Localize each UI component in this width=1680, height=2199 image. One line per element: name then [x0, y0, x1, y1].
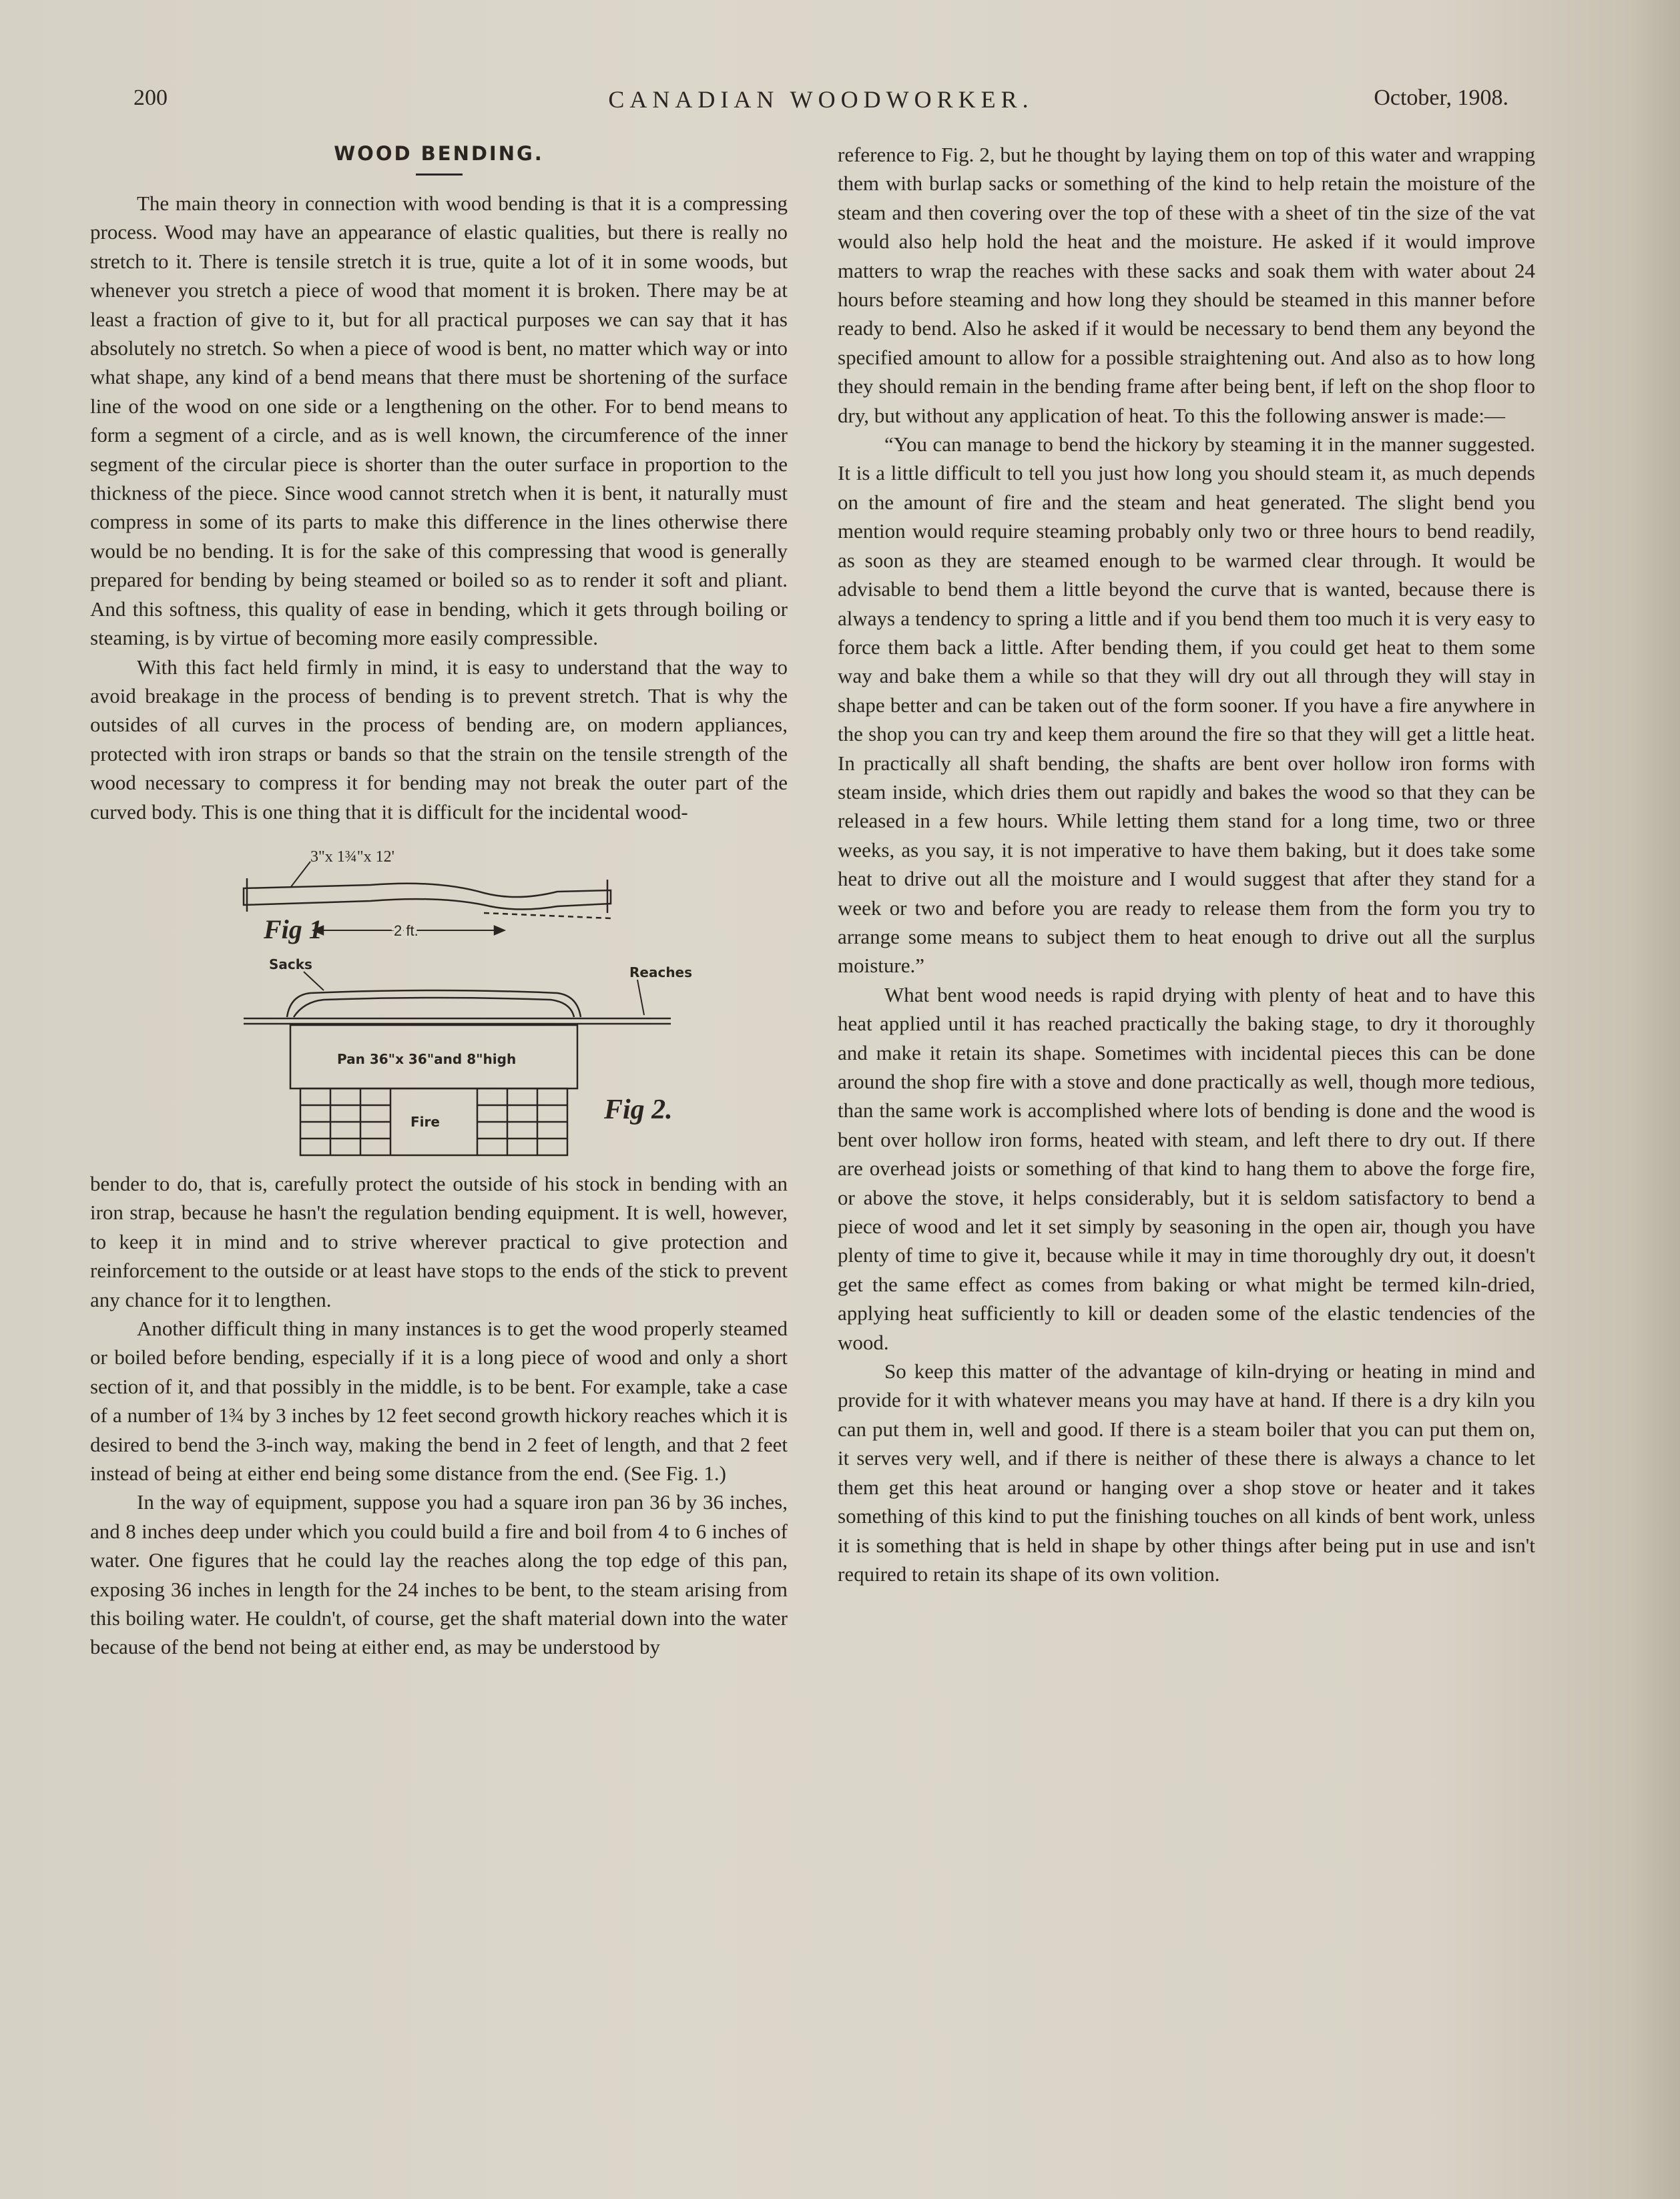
fig2-sacks-label: Sacks	[269, 956, 312, 972]
paragraph: So keep this matter of the advantage of kiln-drying or heating in mind and provide for it with whatever means you may have at hand. If there is a dry kiln you can put them in, well and good. If there is a steam boiler that you can put them on, it serves very well, and if there is neither of these there is always a chance to let them get this heat around or hanging over a shop stove or heater and it takes something of this kind to put the finishing touches on all kinds of bent work, unless it is something that is held in shape by other things after being put in use and isn't required to retain its shape of its own volition.	[838, 1359, 1535, 1586]
paragraph: In the way of equipment, suppose you had a square iron pan 36 by 36 inches, and 8 inches deep under which you could build a fire and boil from 4 to 6 inches of water. One figures that he could lay the reaches along the top edge of this pan, exposing 36 inches in length for the 24 inches to be bent, to the steam arising from this boiling water. He couldn't, of course, get the shaft material down into the water because of the bend not being at either end, as may be understood by	[90, 1490, 788, 1659]
left-column	[90, 140, 788, 1662]
paragraph: Another difficult thing in many instances is to get the wood properly steamed or boiled before bending, especially if it is a long piece of wood and only a short section of it, and that possibly in the middle, is to be bent. For example, take a case of a number of 1¾ by 3 inches by 12 feet second growth hickory reaches which it is desired to bend the 3-inch way, making the bend in 2 feet of length, and that 2 feet instead of being at either end being some distance from the end. (See Fig. 1.)	[90, 1316, 788, 1485]
fig2-sacks-inner	[294, 998, 574, 1017]
fig1-length-label: 2 ft.	[394, 922, 418, 939]
article-title: WOOD BENDING.	[334, 142, 544, 165]
page-number: 200	[133, 85, 168, 110]
issue-date: October, 1908.	[1374, 85, 1508, 110]
running-head	[133, 85, 1508, 125]
fig2-sacks-shape	[287, 990, 581, 1017]
fig2-reaches-leader	[637, 980, 644, 1015]
figure-drawings	[90, 838, 788, 1159]
figures-block	[90, 838, 788, 1159]
fig1-leader-line	[290, 862, 310, 888]
fig2-caption: Fig 2.	[604, 1094, 673, 1125]
paragraph: With this fact held firmly in mind, it is easy to understand that the way to avoid breakage in the process of bending is to prevent stretch. That is why the outsides of all curves in the process of bending are, on modern appliances, protected with iron straps or bands so that the strain on the tensile strength of the wood necessary to compress it for bending may not break the outer part of the curved body. This is one thing that it is difficult for the incidental wood-	[90, 655, 788, 824]
paragraph: The main theory in connection with wood bending is that it is a compressing process. Wood may have an appearance of elastic qualities, but there is really no stretch to it. There is tensile stretch it is true, quite a lot of it in some woods, but whenever you stretch a piece of wood that moment it is broken. There may be at least a fraction of give to it, but for all practical purposes we can say that it has absolutely no stretch. So when a piece of wood is bent, no matter which way or into what shape, any kind of a bend means that there must be shortening of the surface line of the wood on one side or a lengthening on the other. For to bend means to form a segment of a circle, and as is well known, the circumference of the inner segment of the circular piece is shorter than the outer surface in proportion to the thickness of the piece. Since wood cannot stretch when it is bent, it naturally must compress in some of its parts to make this difference in the lines otherwise there would be no bending. It is for the sake of this compressing that wood is generally prepared for bending by being steamed or boiled so as to render it soft and pliant. And this softness, this quality of ease in bending, which it gets through boiling or steaming, is by virtue of becoming more easily compressible.	[90, 192, 788, 650]
fig1-dashed-line	[484, 913, 611, 918]
fig1-reach-shape	[244, 884, 611, 910]
paragraph: reference to Fig. 2, but he thought by laying them on top of this water and wrapping them with burlap sacks or something of the kind to help retain the moisture of the steam and then covering over the top of these with a sheet of tin the size of the vat would also help hold the heat and the moisture. He asked if it would improve matters to wrap the reaches with these sacks and soak them with water about 24 hours before steaming and how long they should be steamed in this manner before ready to bend. Also he asked if it would be necessary to bend them any beyond the specified amount to allow for a possible straightening out. And also as to how long they should remain in the bending frame after being bent, if left on the shop floor to dry, but without any application of heat. To this the following answer is made:—	[838, 143, 1535, 427]
fig2-fire-label: Fire	[410, 1113, 440, 1130]
fig2-pan-label: Pan 36"x 36"and 8"high	[337, 1050, 517, 1067]
title-rule	[416, 174, 463, 176]
paragraph: What bent wood needs is rapid drying with plenty of heat and to have this heat applied until it has reached practically the baking stage, to dry it thoroughly and make it retain its shape. Sometimes with incidental pieces this can be done around the shop fire with a stove and done practically as well, though more tedious, than the same work is accomplished where lots of bending is done and the wood is bent over hollow iron forms, heated with steam, and left there to dry out. If there are overhead joists or something of that kind to hang them to above the forge fire, or above the stove, it helps considerably, but it is seldom satisfactory to bend a piece of wood and let it set simply by seasoning in the open air, though you have plenty of time to give it, because while it may in time thoroughly dry out, it doesn't get the same effect as comes from baking or what might be termed kiln-dried, applying heat sufficiently to kill or deaden some of the elastic tendencies of the wood.	[838, 982, 1535, 1354]
magazine-title: CANADIAN WOODWORKER.	[608, 86, 1034, 113]
fig1-arrowhead	[495, 926, 504, 934]
fig2-reaches-label: Reaches	[629, 964, 693, 980]
paragraph: “You can manage to bend the hickory by steaming it in the manner suggested. It is a little difficult to tell you just how long you should steam it, as much depends on the amount of fire and the steam and heat generated. The slight bend you mention would require steaming probably only two or three hours to bend readily, as soon as they are steamed enough to be warmed clear through. It would be advisable to bend them a little beyond the curve that is wanted, because there is always a tendency to spring a little and if you bend them too much it is very easy to force them back a little. After bending them, if you could get heat to them some way and bake them a while so that they will dry out all through they will stay in shape better and can be taken out of the form sooner. If you have a fire anywhere in the shop you can try and keep them around the fire so that they will get a little heat. In practically all shaft bending, the shafts are bent over hollow iron forms with steam inside, which dries them out rapidly and bakes the wood so that they can be released in a few hours. While letting them stand for a long time, two or three weeks, as you say, it is not imperative to have them baking, but it does take some heat to drive out all the moisture and I would suggest that after they stand for a week or two and before you are ready to release them from the form you try to arrange some means to subject them to heat enough to drive out all the surplus moisture.”	[838, 432, 1535, 978]
right-column	[838, 140, 1535, 1588]
paragraph: bender to do, that is, carefully protect the outside of his stock in bending with an iron strap, because he hasn't the regulation bending equipment. It is well, however, to keep it in mind and to strive wherever practical to give protection and reinforcement to the outside or at least have stops to the ends of the stick to prevent any chance for it to lengthen.	[90, 1171, 788, 1311]
fig1-caption: Fig 1	[264, 914, 322, 944]
fig1-dimension-label: 3"x 1¾"x 12'	[310, 848, 394, 866]
fig2-sacks-leader	[304, 972, 324, 990]
